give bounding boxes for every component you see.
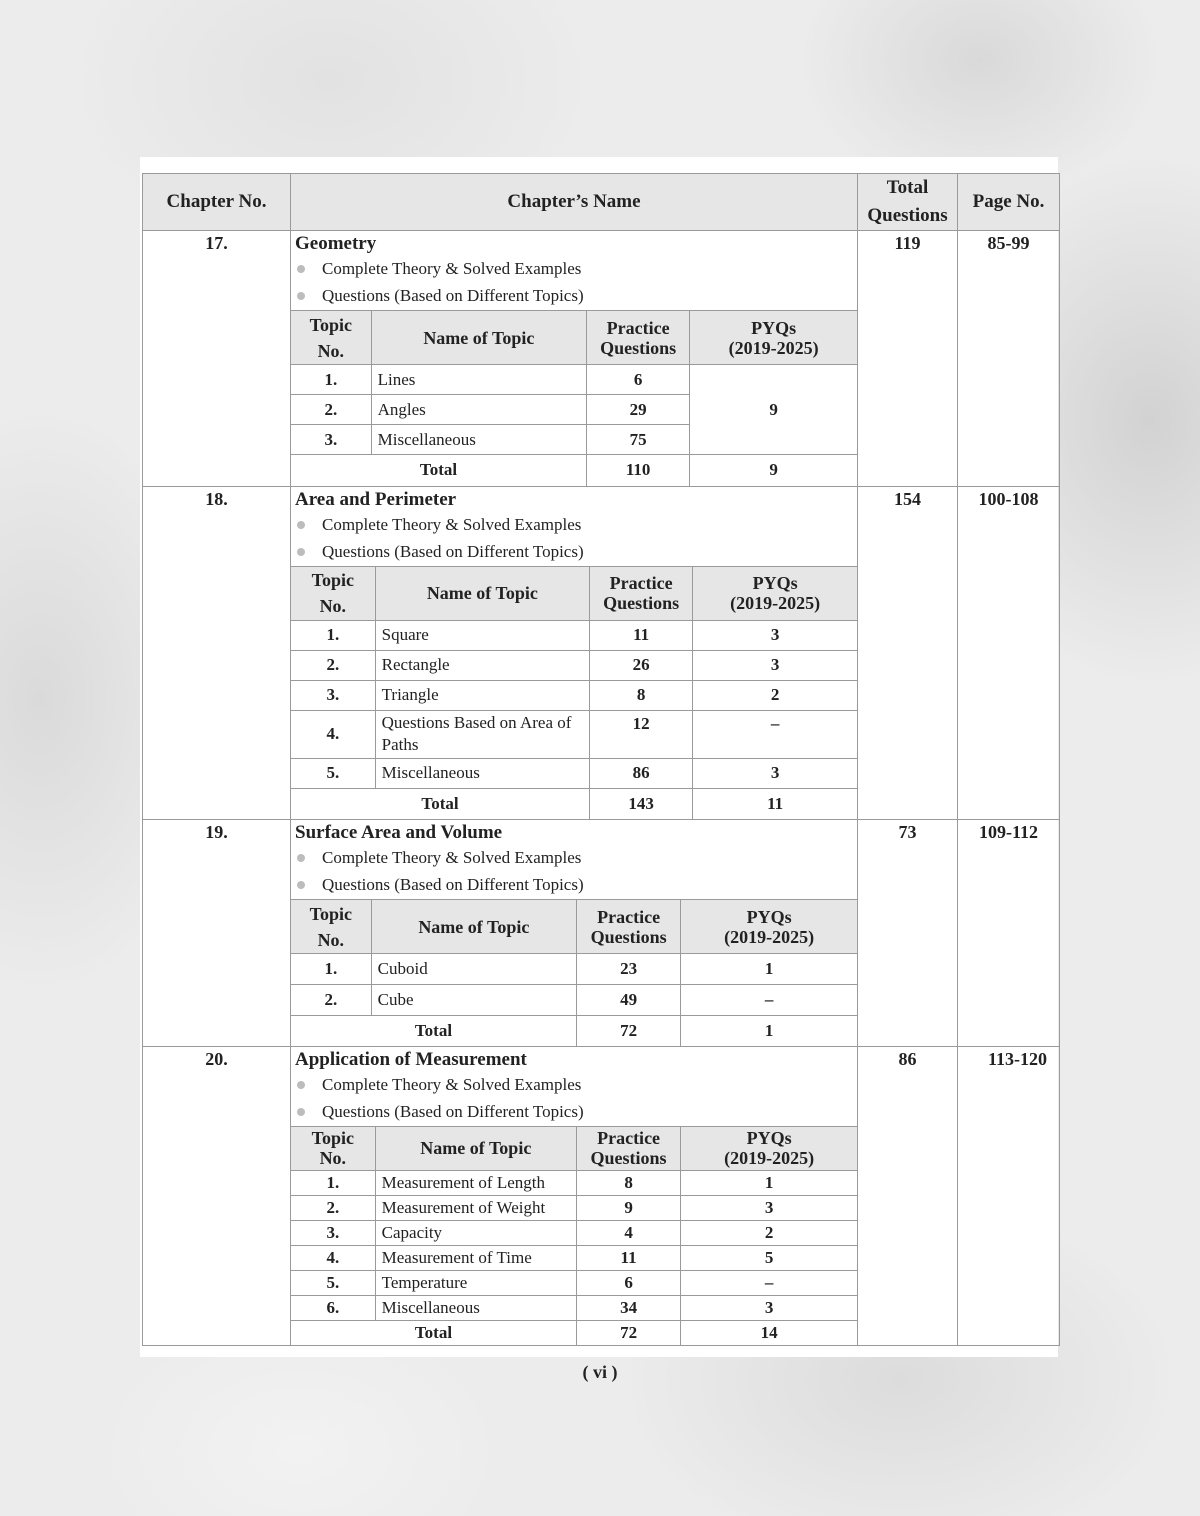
total-practice: 72 xyxy=(577,1016,681,1046)
topic-practice: 4 xyxy=(576,1220,680,1245)
topic-practice: 11 xyxy=(590,620,693,650)
topic-no-header xyxy=(291,900,371,954)
bullet-icon xyxy=(297,1081,305,1089)
chapter-number: 19. xyxy=(143,820,291,1047)
bullet-text: Questions (Based on Different Topics) xyxy=(322,1101,584,1121)
topic-number: 6. xyxy=(291,1295,375,1320)
topic-no-header xyxy=(291,311,371,365)
practice-header xyxy=(587,311,690,365)
topic-pyqs: 3 xyxy=(681,1195,857,1220)
topic-name: Cuboid xyxy=(371,954,576,985)
bullet-icon xyxy=(297,1108,305,1116)
bullet-questions xyxy=(291,871,857,898)
pyqs-header xyxy=(693,566,857,620)
topic-name: Measurement of Length xyxy=(375,1170,576,1195)
topic-number: 1. xyxy=(291,954,371,985)
bullet-icon xyxy=(297,521,305,529)
total-row xyxy=(291,1016,857,1046)
topic-row xyxy=(291,710,857,758)
practice-header-line1: Practice xyxy=(597,1128,661,1148)
topic-name: Questions Based on Area of Paths xyxy=(375,710,589,758)
chapter-total-questions: 86 xyxy=(858,1046,958,1346)
topic-pyqs: – xyxy=(693,710,857,758)
bullet-icon xyxy=(297,265,305,273)
topic-name: Miscellaneous xyxy=(375,758,589,788)
topic-name: Angles xyxy=(371,395,586,425)
total-pyqs: 1 xyxy=(681,1016,857,1046)
chapter-pages: 100-108 xyxy=(958,486,1060,820)
total-practice: 72 xyxy=(576,1320,680,1345)
topic-header-row xyxy=(291,1126,857,1170)
bullet-text: Complete Theory & Solved Examples xyxy=(322,848,582,867)
practice-header-line1: Practice xyxy=(606,317,670,338)
topic-pyqs: 1 xyxy=(681,1170,857,1195)
topic-row xyxy=(291,1245,857,1270)
chapter-no-header: Chapter No. xyxy=(143,174,291,231)
topic-name: Measurement of Weight xyxy=(375,1195,576,1220)
chapter-pages: 113-120 xyxy=(958,1046,1060,1346)
topic-number: 3. xyxy=(291,1220,375,1245)
topic-pyqs-merged: 9 xyxy=(690,365,857,455)
topic-name-header: Name of Topic xyxy=(371,311,586,365)
chapter-number: 17. xyxy=(143,231,291,487)
topic-number: 2. xyxy=(291,395,371,425)
total-pyqs: 14 xyxy=(681,1320,857,1345)
topic-row xyxy=(291,365,857,395)
pyqs-header-line1: PYQs xyxy=(746,906,792,927)
topic-number: 4. xyxy=(291,710,375,758)
topic-name: Miscellaneous xyxy=(375,1295,576,1320)
topic-pyqs: 1 xyxy=(681,954,857,985)
total-label: Total xyxy=(291,788,590,819)
topic-number: 5. xyxy=(291,1270,375,1295)
topic-name: Lines xyxy=(371,365,586,395)
topic-number: 4. xyxy=(291,1245,375,1270)
topic-name: Capacity xyxy=(375,1220,576,1245)
topic-practice: 26 xyxy=(590,650,693,680)
topic-row xyxy=(291,680,857,710)
pyqs-header-line1: PYQs xyxy=(751,317,797,338)
topic-pyqs: 2 xyxy=(681,1220,857,1245)
chapter-total-questions: 154 xyxy=(858,486,958,820)
topic-name: Measurement of Time xyxy=(375,1245,576,1270)
chapter-row xyxy=(143,1046,1060,1346)
page-number: ( vi ) xyxy=(582,1362,618,1382)
topic-row xyxy=(291,650,857,680)
total-questions-header-line1: Total xyxy=(886,177,929,198)
topic-table xyxy=(291,566,857,820)
pyqs-header-line2: (2019-2025) xyxy=(724,926,815,947)
pyqs-header-line2: (2019-2025) xyxy=(728,337,819,358)
pyqs-header xyxy=(681,1126,857,1170)
bullet-theory xyxy=(291,255,857,282)
topic-no-header-line2: No. xyxy=(319,596,347,616)
total-label: Total xyxy=(291,1320,576,1345)
topic-practice: 6 xyxy=(576,1270,680,1295)
total-questions-header-line2: Questions xyxy=(867,205,948,226)
bullet-theory xyxy=(291,511,857,538)
topic-practice: 23 xyxy=(577,954,681,985)
bullet-icon xyxy=(297,292,305,300)
pyqs-header-line1: PYQs xyxy=(746,1128,792,1148)
pyqs-header-line2: (2019-2025) xyxy=(730,593,821,613)
pyqs-header xyxy=(681,900,857,954)
total-practice: 143 xyxy=(590,788,693,819)
chapter-title: Surface Area and Volume xyxy=(295,822,503,843)
topic-number: 1. xyxy=(291,365,371,395)
topic-pyqs: 5 xyxy=(681,1245,857,1270)
topic-header-row xyxy=(291,566,857,620)
chapter-title: Application of Measurement xyxy=(295,1048,527,1070)
chapter-details xyxy=(291,820,858,1047)
topic-no-header xyxy=(291,1126,375,1170)
topic-no-header-line1: Topic xyxy=(309,903,352,924)
chapter-row xyxy=(143,231,1060,487)
chapter-pages: 109-112 xyxy=(958,820,1060,1047)
bullet-icon xyxy=(297,854,305,862)
topic-practice: 6 xyxy=(587,365,690,395)
bullet-questions xyxy=(291,538,857,565)
practice-header-line1: Practice xyxy=(609,573,673,593)
topic-row xyxy=(291,954,857,985)
chapter-title: Area and Perimeter xyxy=(295,488,457,510)
topic-number: 1. xyxy=(291,620,375,650)
bullet-icon xyxy=(297,548,305,556)
chapter-row xyxy=(143,820,1060,1047)
practice-header xyxy=(576,1126,680,1170)
topic-row xyxy=(291,1220,857,1245)
topic-practice: 12 xyxy=(590,710,693,758)
total-row xyxy=(291,1320,857,1345)
topic-table xyxy=(291,899,857,1046)
topic-no-header-line1: Topic xyxy=(311,570,354,590)
chapter-name-header: Chapter’s Name xyxy=(291,174,858,231)
topic-practice: 29 xyxy=(587,395,690,425)
topic-number: 5. xyxy=(291,758,375,788)
topic-practice: 11 xyxy=(576,1245,680,1270)
total-pyqs: 9 xyxy=(690,455,857,486)
bullet-theory xyxy=(291,1071,857,1098)
page-no-header: Page No. xyxy=(958,174,1060,231)
chapter-details xyxy=(291,486,858,820)
topic-header-row xyxy=(291,311,857,365)
chapter-total-questions: 119 xyxy=(858,231,958,487)
topic-row xyxy=(291,758,857,788)
total-row xyxy=(291,455,857,486)
bullet-text: Questions (Based on Different Topics) xyxy=(322,541,584,561)
topic-name: Triangle xyxy=(375,680,589,710)
topic-pyqs: 3 xyxy=(681,1295,857,1320)
chapter-number: 18. xyxy=(143,486,291,820)
chapter-number: 20. xyxy=(143,1046,291,1346)
topic-no-header-line2: No. xyxy=(317,340,345,361)
topic-name: Square xyxy=(375,620,589,650)
topic-row xyxy=(291,1170,857,1195)
bullet-text: Questions (Based on Different Topics) xyxy=(322,875,584,894)
chapter-row xyxy=(143,486,1060,820)
topic-number: 3. xyxy=(291,425,371,455)
topic-number: 1. xyxy=(291,1170,375,1195)
practice-header xyxy=(590,566,693,620)
topic-number: 2. xyxy=(291,1195,375,1220)
topic-number: 3. xyxy=(291,680,375,710)
bullet-questions xyxy=(291,1098,857,1125)
bullet-text: Questions (Based on Different Topics) xyxy=(322,286,584,305)
topic-pyqs: – xyxy=(681,1270,857,1295)
topic-pyqs: 2 xyxy=(693,680,857,710)
topic-name: Miscellaneous xyxy=(371,425,586,455)
practice-header-line1: Practice xyxy=(597,906,661,927)
total-label: Total xyxy=(291,1016,577,1046)
topic-no-header-line2: No. xyxy=(319,1148,347,1168)
topic-practice: 9 xyxy=(576,1195,680,1220)
bullet-icon xyxy=(297,881,305,889)
bullet-text: Complete Theory & Solved Examples xyxy=(322,259,582,278)
total-pyqs: 11 xyxy=(693,788,857,819)
topic-name-header: Name of Topic xyxy=(375,566,589,620)
total-row xyxy=(291,788,857,819)
chapter-details xyxy=(291,1046,858,1346)
topic-no-header xyxy=(291,566,375,620)
topic-row xyxy=(291,1295,857,1320)
practice-header-line2: Questions xyxy=(603,593,680,613)
topic-row xyxy=(291,1195,857,1220)
topic-row xyxy=(291,985,857,1016)
topic-row xyxy=(291,1270,857,1295)
chapter-total-questions: 73 xyxy=(858,820,958,1047)
topic-table xyxy=(291,310,857,486)
topic-row xyxy=(291,620,857,650)
topic-number: 2. xyxy=(291,650,375,680)
chapter-pages: 85-99 xyxy=(958,231,1060,487)
contents-header-row xyxy=(143,174,1060,231)
practice-header-line2: Questions xyxy=(590,926,667,947)
topic-pyqs: 3 xyxy=(693,758,857,788)
topic-table xyxy=(291,1126,857,1346)
topic-name-header: Name of Topic xyxy=(375,1126,576,1170)
pyqs-header-line1: PYQs xyxy=(752,573,798,593)
bullet-text: Complete Theory & Solved Examples xyxy=(322,514,582,534)
topic-no-header-line1: Topic xyxy=(309,314,352,335)
topic-name: Temperature xyxy=(375,1270,576,1295)
topic-header-row xyxy=(291,900,857,954)
topic-practice: 49 xyxy=(577,985,681,1016)
practice-header-line2: Questions xyxy=(590,1148,667,1168)
topic-pyqs: 3 xyxy=(693,650,857,680)
topic-practice: 8 xyxy=(590,680,693,710)
pyqs-header xyxy=(690,311,857,365)
bullet-text: Complete Theory & Solved Examples xyxy=(322,1074,582,1094)
bullet-theory xyxy=(291,844,857,871)
topic-name: Rectangle xyxy=(375,650,589,680)
topic-pyqs: 3 xyxy=(693,620,857,650)
total-questions-header xyxy=(858,174,958,231)
pyqs-header-line2: (2019-2025) xyxy=(724,1148,815,1168)
total-practice: 110 xyxy=(587,455,690,486)
topic-name-header: Name of Topic xyxy=(371,900,576,954)
practice-header-line2: Questions xyxy=(600,337,677,358)
total-label: Total xyxy=(291,455,587,486)
chapter-details xyxy=(291,231,858,487)
practice-header xyxy=(577,900,681,954)
topic-practice: 86 xyxy=(590,758,693,788)
topic-practice: 75 xyxy=(587,425,690,455)
topic-practice: 34 xyxy=(576,1295,680,1320)
topic-number: 2. xyxy=(291,985,371,1016)
topic-name: Cube xyxy=(371,985,576,1016)
contents-table xyxy=(142,173,1060,1346)
topic-pyqs: – xyxy=(681,985,857,1016)
topic-no-header-line1: Topic xyxy=(311,1128,354,1148)
chapter-title: Geometry xyxy=(295,233,377,254)
topic-no-header-line2: No. xyxy=(317,929,345,950)
bullet-questions xyxy=(291,282,857,309)
topic-practice: 8 xyxy=(576,1170,680,1195)
